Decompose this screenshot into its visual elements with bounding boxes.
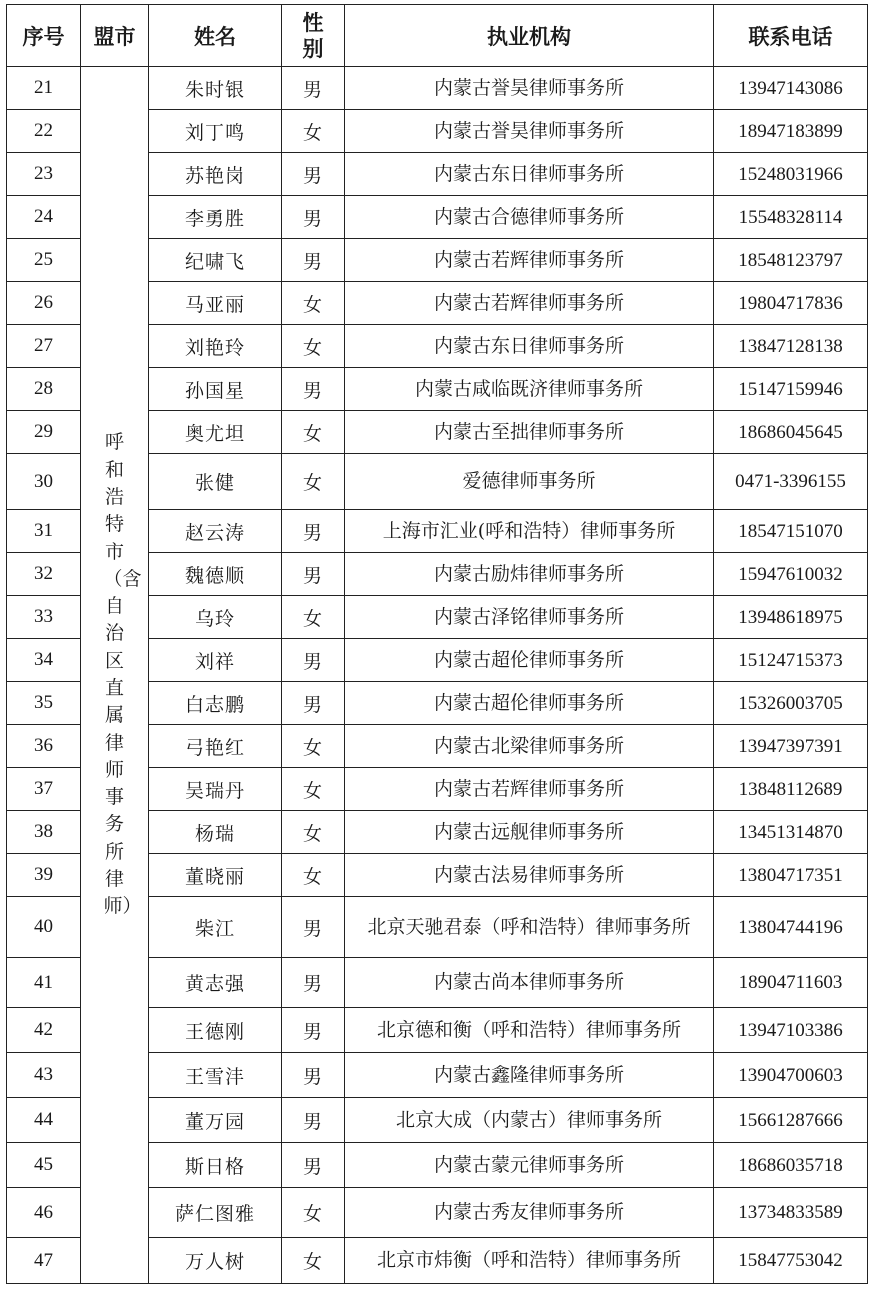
- row-gender: 男: [282, 196, 345, 239]
- row-gender: 女: [282, 282, 345, 325]
- row-name: 董晓丽: [149, 854, 282, 897]
- row-index: 41: [7, 958, 81, 1008]
- row-gender: 女: [282, 1238, 345, 1284]
- row-name: 吴瑞丹: [149, 768, 282, 811]
- row-name: 朱时银: [149, 67, 282, 110]
- row-org: 爱德律师事务所: [345, 454, 714, 510]
- row-gender: 女: [282, 454, 345, 510]
- row-phone: 18947183899: [714, 110, 868, 153]
- row-phone: 13948618975: [714, 596, 868, 639]
- row-gender: 女: [282, 411, 345, 454]
- row-index: 22: [7, 110, 81, 153]
- league-name: 呼和浩特市（含自治区直属律师事务所律师）: [103, 431, 142, 918]
- row-gender: 男: [282, 682, 345, 725]
- row-org: 内蒙古若辉律师事务所: [345, 282, 714, 325]
- row-gender: 男: [282, 1098, 345, 1143]
- row-org: 内蒙古蒙元律师事务所: [345, 1143, 714, 1188]
- row-gender: 女: [282, 110, 345, 153]
- row-name: 斯日格: [149, 1143, 282, 1188]
- row-org: 内蒙古若辉律师事务所: [345, 239, 714, 282]
- row-org: 内蒙古咸临既济律师事务所: [345, 368, 714, 411]
- row-name: 魏德顺: [149, 553, 282, 596]
- row-phone: 13848112689: [714, 768, 868, 811]
- row-index: 37: [7, 768, 81, 811]
- row-org: 内蒙古誉昊律师事务所: [345, 67, 714, 110]
- row-phone: 13734833589: [714, 1188, 868, 1238]
- row-name: 刘丁鸣: [149, 110, 282, 153]
- row-index: 26: [7, 282, 81, 325]
- row-phone: 13804744196: [714, 897, 868, 958]
- row-gender: 男: [282, 67, 345, 110]
- row-phone: 15248031966: [714, 153, 868, 196]
- row-name: 柴江: [149, 897, 282, 958]
- row-index: 24: [7, 196, 81, 239]
- row-org: 内蒙古泽铭律师事务所: [345, 596, 714, 639]
- row-gender: 女: [282, 854, 345, 897]
- row-org: 北京市炜衡（呼和浩特）律师事务所: [345, 1238, 714, 1284]
- header-name: 姓名: [149, 5, 282, 67]
- row-index: 31: [7, 510, 81, 553]
- row-index: 29: [7, 411, 81, 454]
- row-phone: 13804717351: [714, 854, 868, 897]
- row-index: 34: [7, 639, 81, 682]
- row-phone: 15548328114: [714, 196, 868, 239]
- row-index: 43: [7, 1053, 81, 1098]
- row-phone: 15661287666: [714, 1098, 868, 1143]
- row-org: 内蒙古东日律师事务所: [345, 153, 714, 196]
- row-index: 28: [7, 368, 81, 411]
- row-org: 北京大成（内蒙古）律师事务所: [345, 1098, 714, 1143]
- row-name: 奥尤坦: [149, 411, 282, 454]
- row-phone: 15326003705: [714, 682, 868, 725]
- header-league: 盟市: [81, 5, 149, 67]
- row-org: 内蒙古尚本律师事务所: [345, 958, 714, 1008]
- row-name: 黄志强: [149, 958, 282, 1008]
- row-org: 内蒙古超伦律师事务所: [345, 682, 714, 725]
- row-name: 万人树: [149, 1238, 282, 1284]
- row-gender: 男: [282, 510, 345, 553]
- table-row: [7, 67, 868, 110]
- row-index: 44: [7, 1098, 81, 1143]
- row-gender: 女: [282, 725, 345, 768]
- row-index: 27: [7, 325, 81, 368]
- row-index: 35: [7, 682, 81, 725]
- row-phone: 15947610032: [714, 553, 868, 596]
- row-phone: 18548123797: [714, 239, 868, 282]
- row-gender: 女: [282, 811, 345, 854]
- row-index: 38: [7, 811, 81, 854]
- table-header: [7, 5, 868, 67]
- row-index: 23: [7, 153, 81, 196]
- row-org: 内蒙古若辉律师事务所: [345, 768, 714, 811]
- row-org: 内蒙古合德律师事务所: [345, 196, 714, 239]
- row-name: 孙国星: [149, 368, 282, 411]
- row-gender: 女: [282, 596, 345, 639]
- row-phone: 13947397391: [714, 725, 868, 768]
- row-org: 内蒙古东日律师事务所: [345, 325, 714, 368]
- row-index: 46: [7, 1188, 81, 1238]
- row-name: 刘艳玲: [149, 325, 282, 368]
- row-phone: 15847753042: [714, 1238, 868, 1284]
- row-phone: 13847128138: [714, 325, 868, 368]
- row-phone: 18904711603: [714, 958, 868, 1008]
- row-name: 弓艳红: [149, 725, 282, 768]
- row-name: 董万园: [149, 1098, 282, 1143]
- row-gender: 男: [282, 639, 345, 682]
- row-phone: 15124715373: [714, 639, 868, 682]
- header-org: 执业机构: [345, 5, 714, 67]
- row-gender: 女: [282, 1188, 345, 1238]
- row-org: 北京天驰君泰（呼和浩特）律师事务所: [345, 897, 714, 958]
- row-phone: 18686035718: [714, 1143, 868, 1188]
- row-org: 内蒙古法易律师事务所: [345, 854, 714, 897]
- row-org: 内蒙古北梁律师事务所: [345, 725, 714, 768]
- row-index: 42: [7, 1008, 81, 1053]
- header-index: 序号: [7, 5, 81, 67]
- row-name: 李勇胜: [149, 196, 282, 239]
- row-name: 萨仁图雅: [149, 1188, 282, 1238]
- row-org: 内蒙古超伦律师事务所: [345, 639, 714, 682]
- row-gender: 女: [282, 325, 345, 368]
- row-org: 北京德和衡（呼和浩特）律师事务所: [345, 1008, 714, 1053]
- row-index: 30: [7, 454, 81, 510]
- row-gender: 男: [282, 553, 345, 596]
- row-name: 刘祥: [149, 639, 282, 682]
- lawyer-roster-table: [6, 4, 868, 1284]
- row-org: 上海市汇业(呼和浩特）律师事务所: [345, 510, 714, 553]
- row-org: 内蒙古誉昊律师事务所: [345, 110, 714, 153]
- row-gender: 男: [282, 239, 345, 282]
- row-gender: 男: [282, 1053, 345, 1098]
- row-gender: 男: [282, 1143, 345, 1188]
- row-index: 32: [7, 553, 81, 596]
- row-index: 47: [7, 1238, 81, 1284]
- row-name: 苏艳岗: [149, 153, 282, 196]
- row-name: 乌玲: [149, 596, 282, 639]
- row-index: 40: [7, 897, 81, 958]
- row-index: 36: [7, 725, 81, 768]
- row-name: 马亚丽: [149, 282, 282, 325]
- row-org: 内蒙古至拙律师事务所: [345, 411, 714, 454]
- header-gender-label: 性别: [302, 10, 324, 61]
- row-gender: 男: [282, 897, 345, 958]
- row-gender: 男: [282, 368, 345, 411]
- row-index: 45: [7, 1143, 81, 1188]
- header-phone: 联系电话: [714, 5, 868, 67]
- row-name: 张健: [149, 454, 282, 510]
- row-name: 王德刚: [149, 1008, 282, 1053]
- row-gender: 男: [282, 1008, 345, 1053]
- header-row: [7, 5, 868, 67]
- table-body: [7, 67, 868, 1284]
- row-org: 内蒙古鑫隆律师事务所: [345, 1053, 714, 1098]
- row-phone: 19804717836: [714, 282, 868, 325]
- row-index: 33: [7, 596, 81, 639]
- row-gender: 女: [282, 768, 345, 811]
- header-gender: [282, 5, 345, 67]
- row-phone: 13904700603: [714, 1053, 868, 1098]
- row-org: 内蒙古远舰律师事务所: [345, 811, 714, 854]
- row-phone: 13947143086: [714, 67, 868, 110]
- row-name: 纪啸飞: [149, 239, 282, 282]
- row-phone: 18686045645: [714, 411, 868, 454]
- row-index: 21: [7, 67, 81, 110]
- row-index: 39: [7, 854, 81, 897]
- row-phone: 18547151070: [714, 510, 868, 553]
- row-index: 25: [7, 239, 81, 282]
- league-cell: [81, 67, 149, 1284]
- row-org: 内蒙古励炜律师事务所: [345, 553, 714, 596]
- row-name: 白志鹏: [149, 682, 282, 725]
- row-org: 内蒙古秀友律师事务所: [345, 1188, 714, 1238]
- row-name: 赵云涛: [149, 510, 282, 553]
- row-phone: 13451314870: [714, 811, 868, 854]
- row-name: 杨瑞: [149, 811, 282, 854]
- row-gender: 男: [282, 958, 345, 1008]
- row-phone: 13947103386: [714, 1008, 868, 1053]
- row-phone: 15147159946: [714, 368, 868, 411]
- row-name: 王雪沣: [149, 1053, 282, 1098]
- row-gender: 男: [282, 153, 345, 196]
- row-phone: 0471-3396155: [714, 454, 868, 510]
